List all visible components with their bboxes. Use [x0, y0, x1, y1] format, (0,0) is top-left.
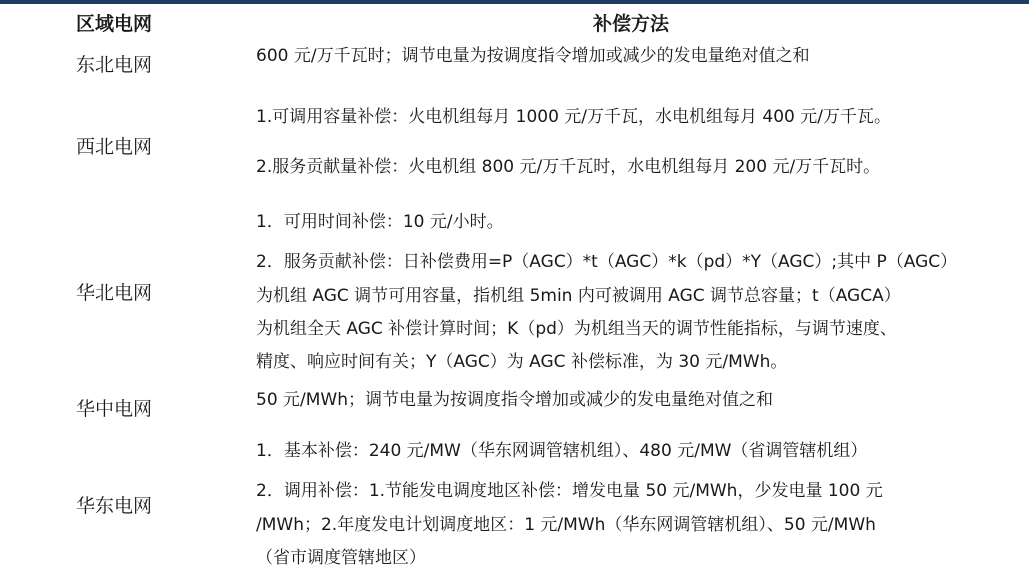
method-line: （省市调度管辖地区） — [256, 548, 426, 568]
column-header-region: 区域电网 — [76, 13, 153, 35]
region-northeast: 东北电网 — [76, 54, 153, 76]
method-line: /MWh；2.年度发电计划调度地区：1 元/MWh（华东网调管辖机组）、50 元/MWh — [256, 515, 876, 535]
method-line: 2.服务贡献量补偿：火电机组 800 元/万千瓦时，水电机组每月 200 元/万千瓦时。 — [256, 157, 881, 177]
method-line: 精度、响应时间有关；Y（AGC）为 AGC 补偿标准，为 30 元/MWh。 — [256, 352, 788, 372]
top-rule — [0, 0, 1029, 4]
method-line: 50 元/MWh；调节电量为按调度指令增加或减少的发电量绝对值之和 — [256, 390, 774, 410]
column-header-method: 补偿方法 — [593, 13, 670, 35]
method-line: 为机组 AGC 调节可用容量，指机组 5min 内可被调用 AGC 调节总容量；t（AGCA） — [256, 286, 901, 306]
method-line: 1.可调用容量补偿：火电机组每月 1000 元/万千瓦，水电机组每月 400 元/万千瓦。 — [256, 107, 892, 127]
method-line: 2．调用补偿：1.节能发电调度地区补偿：增发电量 50 元/MWh，少发电量 100 元 — [256, 481, 883, 501]
region-northwest: 西北电网 — [76, 136, 153, 158]
method-line: 1．可用时间补偿：10 元/小时。 — [256, 212, 504, 232]
method-line: 1．基本补偿：240 元/MW（华东网调管辖机组）、480 元/MW（省调管辖机组） — [256, 441, 868, 461]
region-east-china: 华东电网 — [76, 495, 153, 517]
region-north-china: 华北电网 — [76, 282, 153, 304]
method-line: 为机组全天 AGC 补偿计算时间；K（pd）为机组当天的调节性能指标，与调节速度、 — [256, 319, 897, 339]
method-line: 2．服务贡献补偿：日补偿费用=P（AGC）*t（AGC）*k（pd）*Y（AGC）;其中 P（AGC） — [256, 252, 958, 272]
region-central-china: 华中电网 — [76, 398, 153, 420]
method-line: 600 元/万千瓦时；调节电量为按调度指令增加或减少的发电量绝对值之和 — [256, 46, 810, 66]
